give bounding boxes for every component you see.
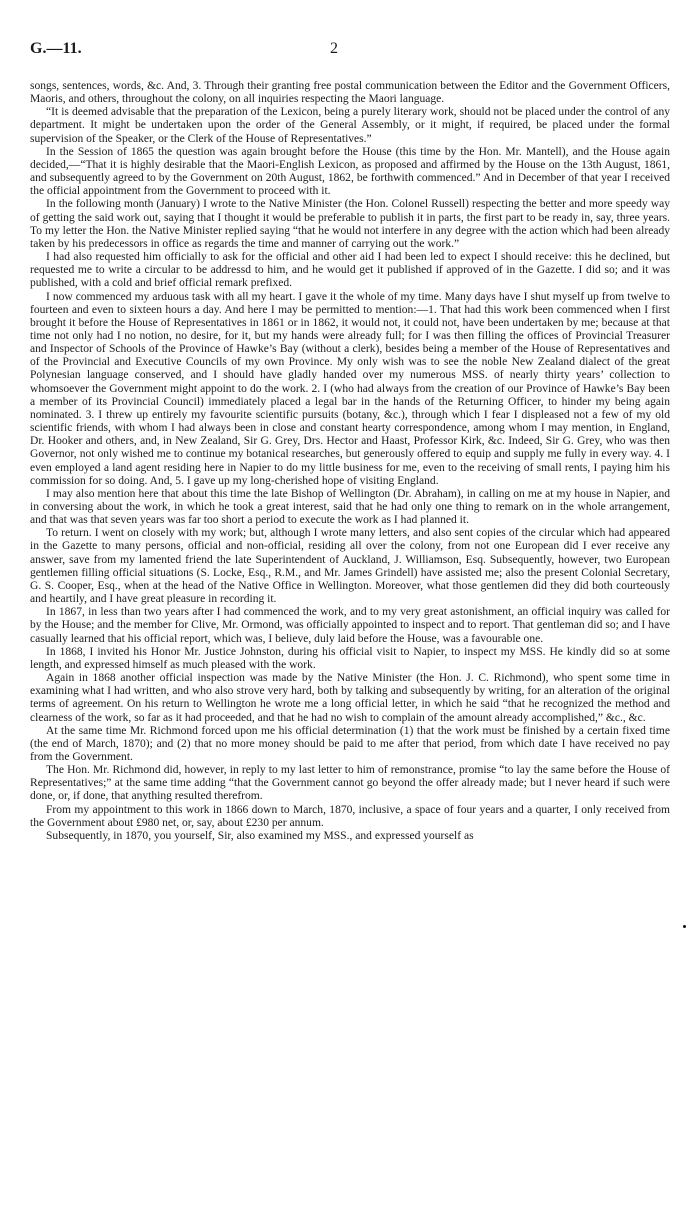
paragraph: At the same time Mr. Richmond forced upon me his official determination (1) that the work must be finished by a certain fixed time (the end of March, 1870); and (2) that no more money should be paid to me after that period, from which date I have received no pay from the Government. [30, 724, 670, 763]
paragraph: Subsequently, in 1870, you yourself, Sir, also examined my MSS., and expressed yourself as [46, 829, 474, 842]
paragraph: In the following month (January) I wrote to the Native Minister (the Hon. Colonel Russell) respecting the better and more speedy way of getting the said work out, saying that I thought it would be preferable to publish it in parts, the first part to be ready in, say, three years. To my letter the Hon. the Native Minister replied saying “that he would not interfere in any degree with the action which had been already taken by his predecessors in office as regards the time and manner of carrying out the work.” [30, 198, 670, 250]
page-header [30, 40, 670, 62]
paragraph: I had also requested him officially to ask for the official and other aid I had been led to expect I should receive: this he declined, but requested me to write a circular to be addressd to him, and he would get it published if approved of in the Gazette. I did so; and it was published, with a cold and brief official remark prefixed. [30, 251, 670, 290]
paragraph: I now commenced my arduous task with all my heart. I gave it the whole of my time. Many days have I shut myself up from twelve to fourteen and even to sixteen hours a day. And here I may be permitted to mention:—1. That had this work been commenced when I first brought it before the House of Representatives in 1861 or in 1862, it would not, it could not, have been undertaken by me; because at that time not only had I no notion, no desire, for it, but my hands were already full; for I was then filling the offices of Provincial Treasurer and Inspector of Schools of the Province of Hawke’s Bay (without a clerk), besides being a member of the House of Representatives and of the Provincial and Executive Councils of my own Province. My only wish was to see the noble New Zealand dialect of the great Polynesian language conserved, and I should have gladly handed over my numerous MSS. of nearly thirty years’ collection to whomsoever the Government might appoint to do the work. 2. I (who had always from the creation of our Province of Hawke’s Bay been a member of its Provincial Council) immediately placed a legal bar in the hands of the Returning Officer, to hinder my being again nominated. 3. I threw up entirely my favourite scientific pursuits (botany, &c.), through which I fear I displeased not a few of my old scientific friends, with whom I had always been in close and constant hearty correspondence, among whom I may mention, in England, Dr. Hooker and others, and, in New Zealand, Sir G. Grey, Drs. Hector and Haast, Professor Kirk, &c. Indeed, Sir G. Grey, who was then Governor, not only wished me to continue my botanical researches, but generously offered to equip and supply me fully in every way. 4. I even employed a land agent residing here in Napier to do my little business for me, even to the receiving of small rents, I paying him his commission for so doing. And, 5. I gave up my long-cherished hope of visiting England. [30, 290, 670, 487]
paragraph: In 1868, I invited his Honor Mr. Justice Johnston, during his official visit to Napier, to inspect my MSS. He kindly did so at some length, and expressed himself as much pleased with the work. [30, 645, 670, 671]
paragraph: In the Session of 1865 the question was again brought before the House (this time by the Hon. Mr. Mantell), and the House again decided,—“That it is highly desirable that the Maori-English Lexicon, as proposed and affirmed by the House on the 13th August, 1861, and subsequently agreed to by the Government on 20th August, 1862, be forthwith commenced.” And in December of that year I received the official appointment from the Government to proceed with it. [30, 145, 670, 198]
page-number: 2 [330, 40, 338, 57]
paragraph: In 1867, in less than two years after I had commenced the work, and to my very great astonishment, an official inquiry was called for by the House; and the member for Clive, Mr. Ormond, was officially appointed to inspect and to report. That gentleman did so; and I have casually learned that his official report, which was, I believe, duly laid before the House, was a favourable one. [30, 606, 670, 645]
body-text [30, 80, 670, 1208]
paragraph: songs, sentences, words, &c. And, 3. Through their granting free postal communication between the Editor and the Government Officers, Maoris, and others, throughout the colony, on all inquiries respecting the Maori language. [30, 80, 670, 106]
paragraph: Again in 1868 another official inspection was made by the Native Minister (the Hon. J. C. Richmond), who spent some time in examining what I had written, and who also strove very hard, both by talking and subsequently by writing, for an alteration of the original terms of agreement. On his return to Wellington he wrote me a long official letter, in which he said “that he recognized the method and clearness of the work, so far as it had proceeded, and that he had no wish to complain of the amount already accomplished,” &c., &c. [30, 672, 670, 724]
paragraph: The Hon. Mr. Richmond did, however, in reply to my last letter to him of remonstrance, promise “to lay the same before the House of Representatives;” at the same time adding “that the Government cannot go beyond the offer already made; but I never heard if such were done, or, if done, that anything resulted therefrom. [30, 764, 670, 803]
scan-speck [683, 925, 686, 928]
paragraph: From my appointment to this work in 1866 down to March, 1870, inclusive, a space of four years and a quarter, I only received from the Government about £980 net, or, say, about £230 per annum. [30, 803, 670, 829]
paragraph: “It is deemed advisable that the preparation of the Lexicon, being a purely literary work, should not be placed under the control of any department. It might be undertaken upon the order of the General Assembly, or it might, if required, be placed under the formal supervision of the Speaker, or the Clerk of the House of Representatives.” [30, 106, 670, 145]
document-code: G.—11. [30, 40, 82, 57]
paragraph: To return. I went on closely with my work; but, although I wrote many letters, and also sent copies of the circular which had appeared in the Gazette to many persons, official and non-official, residing all over the colony, from not one European did I ever receive any answer, save from my lamented friend the late Superintendent of Auckland, J. Williamson, Esq. Subsequently, however, two European gentlemen filling official situations (S. Locke, Esq., R.M., and Mr. James Grindell) have assisted me; also the present Colonial Secretary, G. S. Cooper, Esq., when at the head of the Native Office in Wellington. Moreover, what those gentlemen did they did both courteously and heartily, and I have great pleasure in recording it. [30, 527, 670, 606]
paragraph: I may also mention here that about this time the late Bishop of Wellington (Dr. Abraham), in calling on me at my house in Napier, and in conversing about the work, in which he took a great interest, said that he had only one thing to remark on in the whole arrangement, and that was that seven years was far too short a period to execute the work as I had planned it. [30, 487, 670, 527]
